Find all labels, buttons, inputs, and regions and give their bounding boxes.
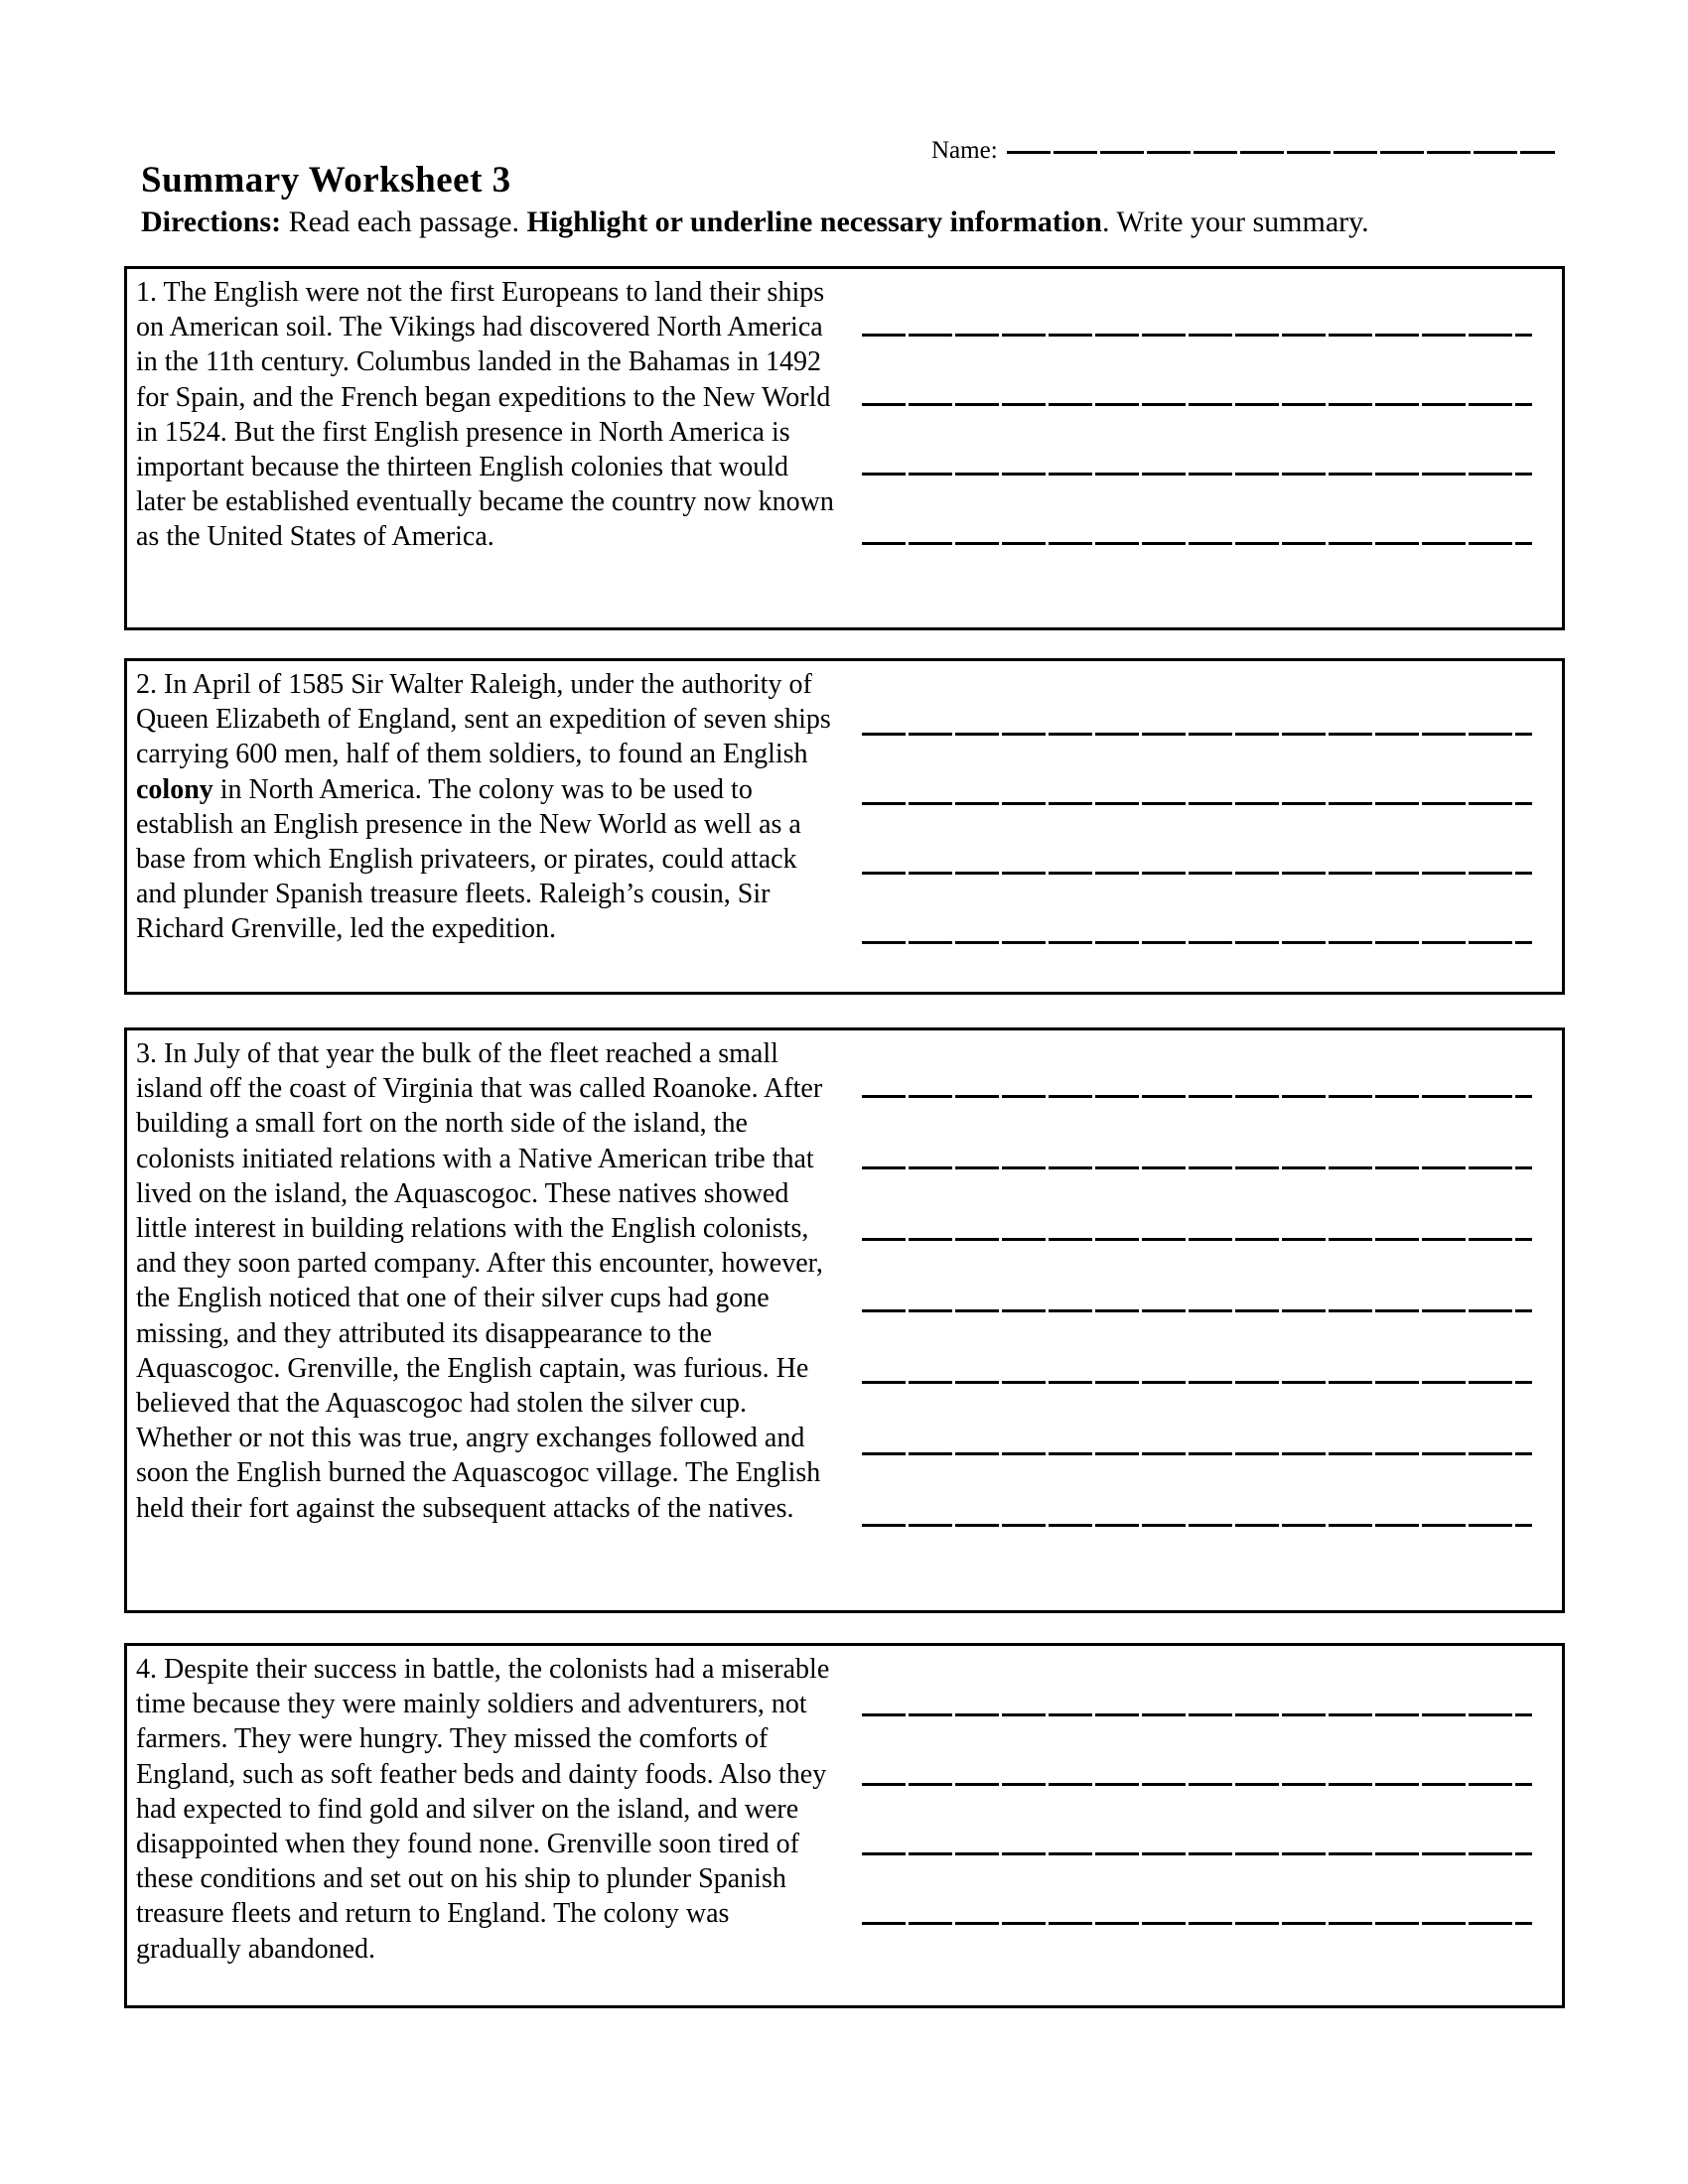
summary-writing-line[interactable] — [862, 473, 1532, 476]
passage-box-3 — [124, 1027, 1565, 1613]
summary-writing-line[interactable] — [862, 403, 1532, 406]
summary-writing-line[interactable] — [862, 941, 1532, 944]
summary-writing-line[interactable] — [862, 1238, 1532, 1241]
summary-lines — [862, 1646, 1535, 2005]
directions: Directions: Read each passage. Highlight or underline necessary information. Write your summary. — [141, 205, 1369, 238]
name-label: Name: — [931, 137, 998, 164]
summary-writing-line[interactable] — [862, 334, 1532, 337]
summary-writing-line[interactable] — [862, 542, 1532, 545]
summary-writing-line[interactable] — [862, 1783, 1532, 1786]
summary-lines — [862, 269, 1535, 627]
passage-text: 4. Despite their success in battle, the colonists had a miserable time because they were mainly soldiers and adventurers, not farmers. They were hungry. They missed the comforts of England, such as soft feather beds and dainty foods. Also they had expected to find gold and silver on the island, and were disappointed when they found none. Grenville soon tired of these conditions and set out on his ship to plunder Spanish treasure fleets and return to England. The colony was gradually abandoned. — [136, 1654, 830, 1965]
summary-writing-line[interactable] — [862, 1166, 1532, 1169]
summary-writing-line[interactable] — [862, 872, 1532, 875]
summary-writing-line[interactable] — [862, 1452, 1532, 1455]
summary-writing-line[interactable] — [862, 1852, 1532, 1855]
summary-writing-line[interactable] — [862, 1309, 1532, 1312]
summary-writing-line[interactable] — [862, 1524, 1532, 1527]
name-input-line[interactable] — [1007, 151, 1555, 154]
passage-box-4 — [124, 1643, 1565, 2008]
passage-box-1 — [124, 266, 1565, 630]
passage-text: 1. The English were not the first Europeans to land their ships on American soil. The Vikings had discovered North America in the 11th century. Columbus landed in the Bahamas in 1492 for Spain, and the French began expeditions to the New World in 1524. But the first English presence in North America is important because the thirteen English colonies that would later be established eventually became the country now known as the United States of America. — [136, 277, 834, 553]
name-row — [931, 137, 1555, 165]
summary-writing-line[interactable] — [862, 1922, 1532, 1925]
passage-text: 2. In April of 1585 Sir Walter Raleigh, under the authority of Queen Elizabeth of England, sent an expedition of seven ships carrying 600 men, half of them soldiers, to found an English colony in North America. The colony was to be used to establish an English presence in the New World as well as a base from which English privateers, or pirates, could attack and plunder Spanish treasure fleets. Raleigh’s cousin, Sir Richard Grenville, led the expedition. — [136, 669, 831, 945]
passage-text: 3. In July of that year the bulk of the fleet reached a small island off the coast of Virginia that was called Roanoke. After building a small fort on the north side of the island, the colonists initiated relations with a Native American tribe that lived on the island, the Aquascogoc. These natives showed little interest in building relations with the English colonists, and they soon parted company. After this encounter, however, the English noticed that one of their silver cups had gone missing, and they attributed its disappearance to the Aquascogoc. Grenville, the English captain, was furious. He believed that the Aquascogoc had stolen the silver cup. Whether or not this was true, angry exchanges followed and soon the English burned the Aquascogoc village. The English held their fort against the subsequent attacks of the natives. — [136, 1038, 823, 1524]
summary-writing-line[interactable] — [862, 1381, 1532, 1384]
summary-writing-line[interactable] — [862, 1095, 1532, 1098]
summary-lines — [862, 661, 1535, 992]
summary-writing-line[interactable] — [862, 733, 1532, 736]
summary-lines — [862, 1030, 1535, 1610]
passage-box-2 — [124, 658, 1565, 995]
summary-writing-line[interactable] — [862, 802, 1532, 805]
summary-writing-line[interactable] — [862, 1713, 1532, 1716]
page-title: Summary Worksheet 3 — [141, 160, 511, 201]
